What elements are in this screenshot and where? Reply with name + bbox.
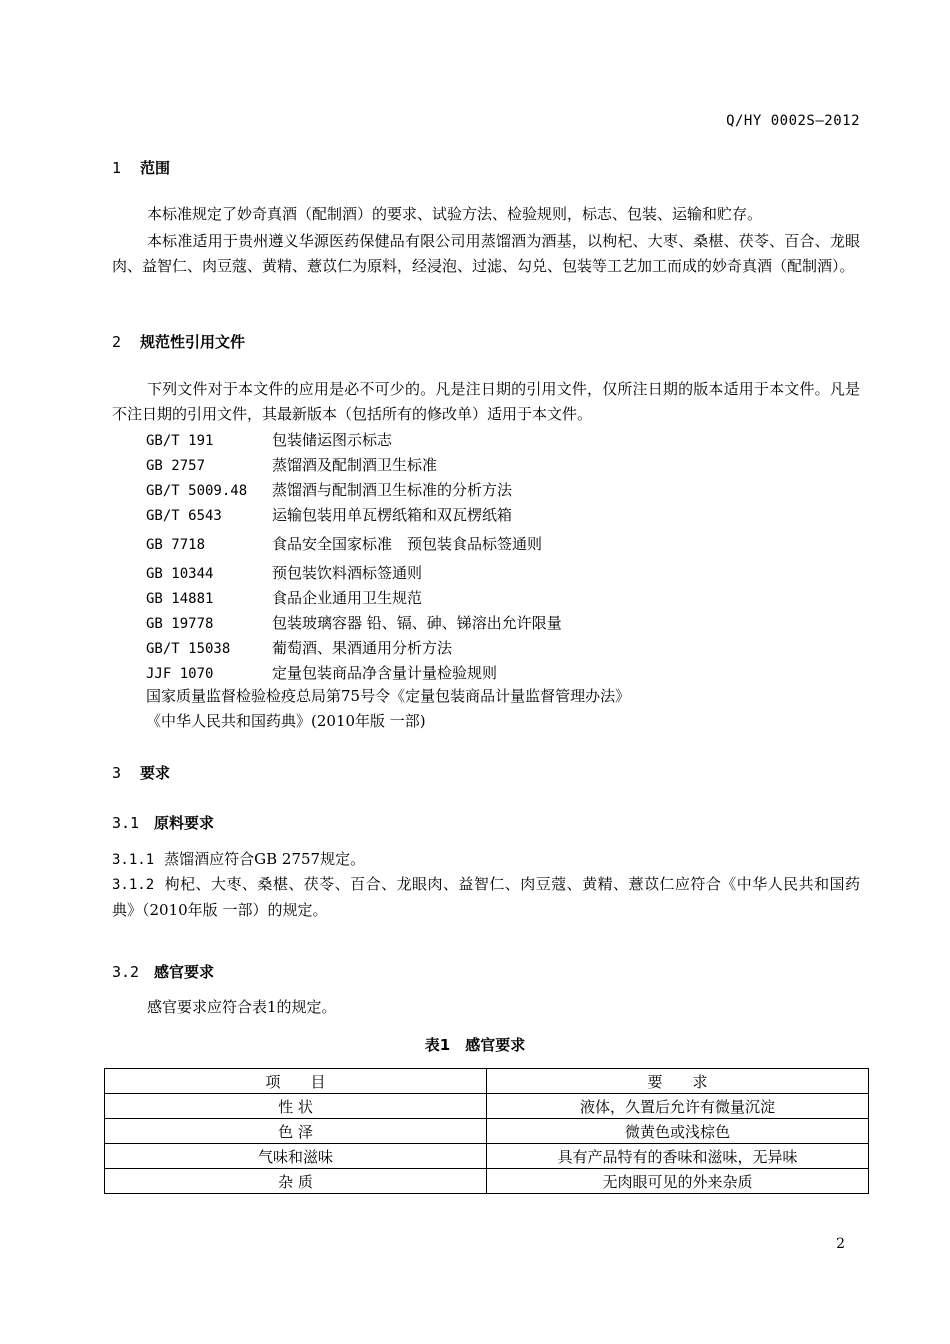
reference-item: GB 7718 食品安全国家标准 预包装食品标签通则 xyxy=(146,535,543,553)
sensory-intro: 感官要求应符合表1的规定。 xyxy=(147,998,337,1016)
table-header-cell: 项 目 xyxy=(105,1069,487,1094)
table-cell: 具有产品特有的香味和滋味，无异味 xyxy=(487,1144,869,1169)
clause-3-1-2: 3.1.2 枸杞、大枣、桑椹、茯苓、百合、龙眼肉、益智仁、肉豆蔻、黄精、薏苡仁应符合《中华人民共和国药典》（2010年版 一部）的规定。 xyxy=(112,875,860,919)
scope-paragraph-1: 本标准规定了妙奇真酒（配制酒）的要求、试验方法、检验规则，标志、包装、运输和贮存。 xyxy=(147,205,763,223)
sensory-requirements-table xyxy=(104,1068,869,1194)
table-cell: 色 泽 xyxy=(105,1119,487,1144)
table-cell: 性 状 xyxy=(105,1094,487,1119)
reference-extra-order: 国家质量监督检验检疫总局第75号令《定量包装商品计量监督管理办法》 xyxy=(146,687,631,705)
reference-item: GB/T 6543 运输包装用单瓦楞纸箱和双瓦楞纸箱 xyxy=(146,506,513,524)
table-cell: 液体，久置后允许有微量沉淀 xyxy=(487,1094,869,1119)
reference-item: JJF 1070 定量包装商品净含量计量检验规则 xyxy=(146,664,498,682)
table-row xyxy=(105,1094,869,1119)
reference-item: GB/T 5009.48 蒸馏酒与配制酒卫生标准的分析方法 xyxy=(146,481,513,499)
reference-list xyxy=(146,428,562,686)
document-code: Q/HY 0002S—2012 xyxy=(726,113,860,129)
table-row xyxy=(105,1119,869,1144)
table-cell: 无肉眼可见的外来杂质 xyxy=(487,1169,869,1194)
table-cell: 微黄色或浅棕色 xyxy=(487,1119,869,1144)
subsection-heading-sensory: 3.2 感官要求 xyxy=(112,963,215,981)
table-cell: 杂 质 xyxy=(105,1169,487,1194)
reference-item: GB 2757 蒸馏酒及配制酒卫生标准 xyxy=(146,456,438,474)
table-header-cell: 要 求 xyxy=(487,1069,869,1094)
subsection-title: 原料要求 xyxy=(154,814,215,832)
table-row xyxy=(105,1144,869,1169)
reference-item: GB/T 15038 葡萄酒、果酒通用分析方法 xyxy=(146,639,453,657)
section-heading-requirements: 3 要求 xyxy=(112,764,171,782)
section-heading-scope: 1 范围 xyxy=(112,159,171,177)
section-heading-references: 2 规范性引用文件 xyxy=(112,333,246,351)
section-title: 范围 xyxy=(140,159,171,177)
table-cell: 气味和滋味 xyxy=(105,1144,487,1169)
subsection-title: 感官要求 xyxy=(154,963,215,981)
table-header-row xyxy=(105,1069,869,1094)
clause-3-1-1: 3.1.1 蒸馏酒应符合GB 2757规定。 xyxy=(112,850,366,868)
reference-extra-pharmacopoeia: 《中华人民共和国药典》(2010年版 一部) xyxy=(146,712,426,730)
table-caption: 表1 感官要求 xyxy=(424,1036,526,1054)
subsection-heading-raw-materials: 3.1 原料要求 xyxy=(112,814,215,832)
reference-item: GB 19778 包装玻璃容器 铅、镉、砷、锑溶出允许限量 xyxy=(146,614,562,632)
reference-item: GB 10344 预包装饮料酒标签通则 xyxy=(146,564,423,582)
references-intro: 下列文件对于本文件的应用是必不可少的。凡是注日期的引用文件，仅所注日期的版本适用于本文件。凡是不注日期的引用文件，其最新版本（包括所有的修改单）适用于本文件。 xyxy=(112,380,860,423)
section-title: 要求 xyxy=(140,764,171,782)
reference-item: GB/T 191 包装储运图示标志 xyxy=(146,431,393,449)
page-number: 2 xyxy=(836,1236,845,1252)
table-row xyxy=(105,1169,869,1194)
reference-item: GB 14881 食品企业通用卫生规范 xyxy=(146,589,423,607)
section-title: 规范性引用文件 xyxy=(140,333,246,351)
scope-paragraph-2: 本标准适用于贵州遵义华源医药保健品有限公司用蒸馏酒为酒基，以枸杞、大枣、桑椹、茯苓、百合、龙眼肉、益智仁、肉豆蔻、黄精、薏苡仁为原料，经浸泡、过滤、勾兑、包装等工艺加工而成的妙奇真酒（配制酒）。 xyxy=(112,232,860,275)
